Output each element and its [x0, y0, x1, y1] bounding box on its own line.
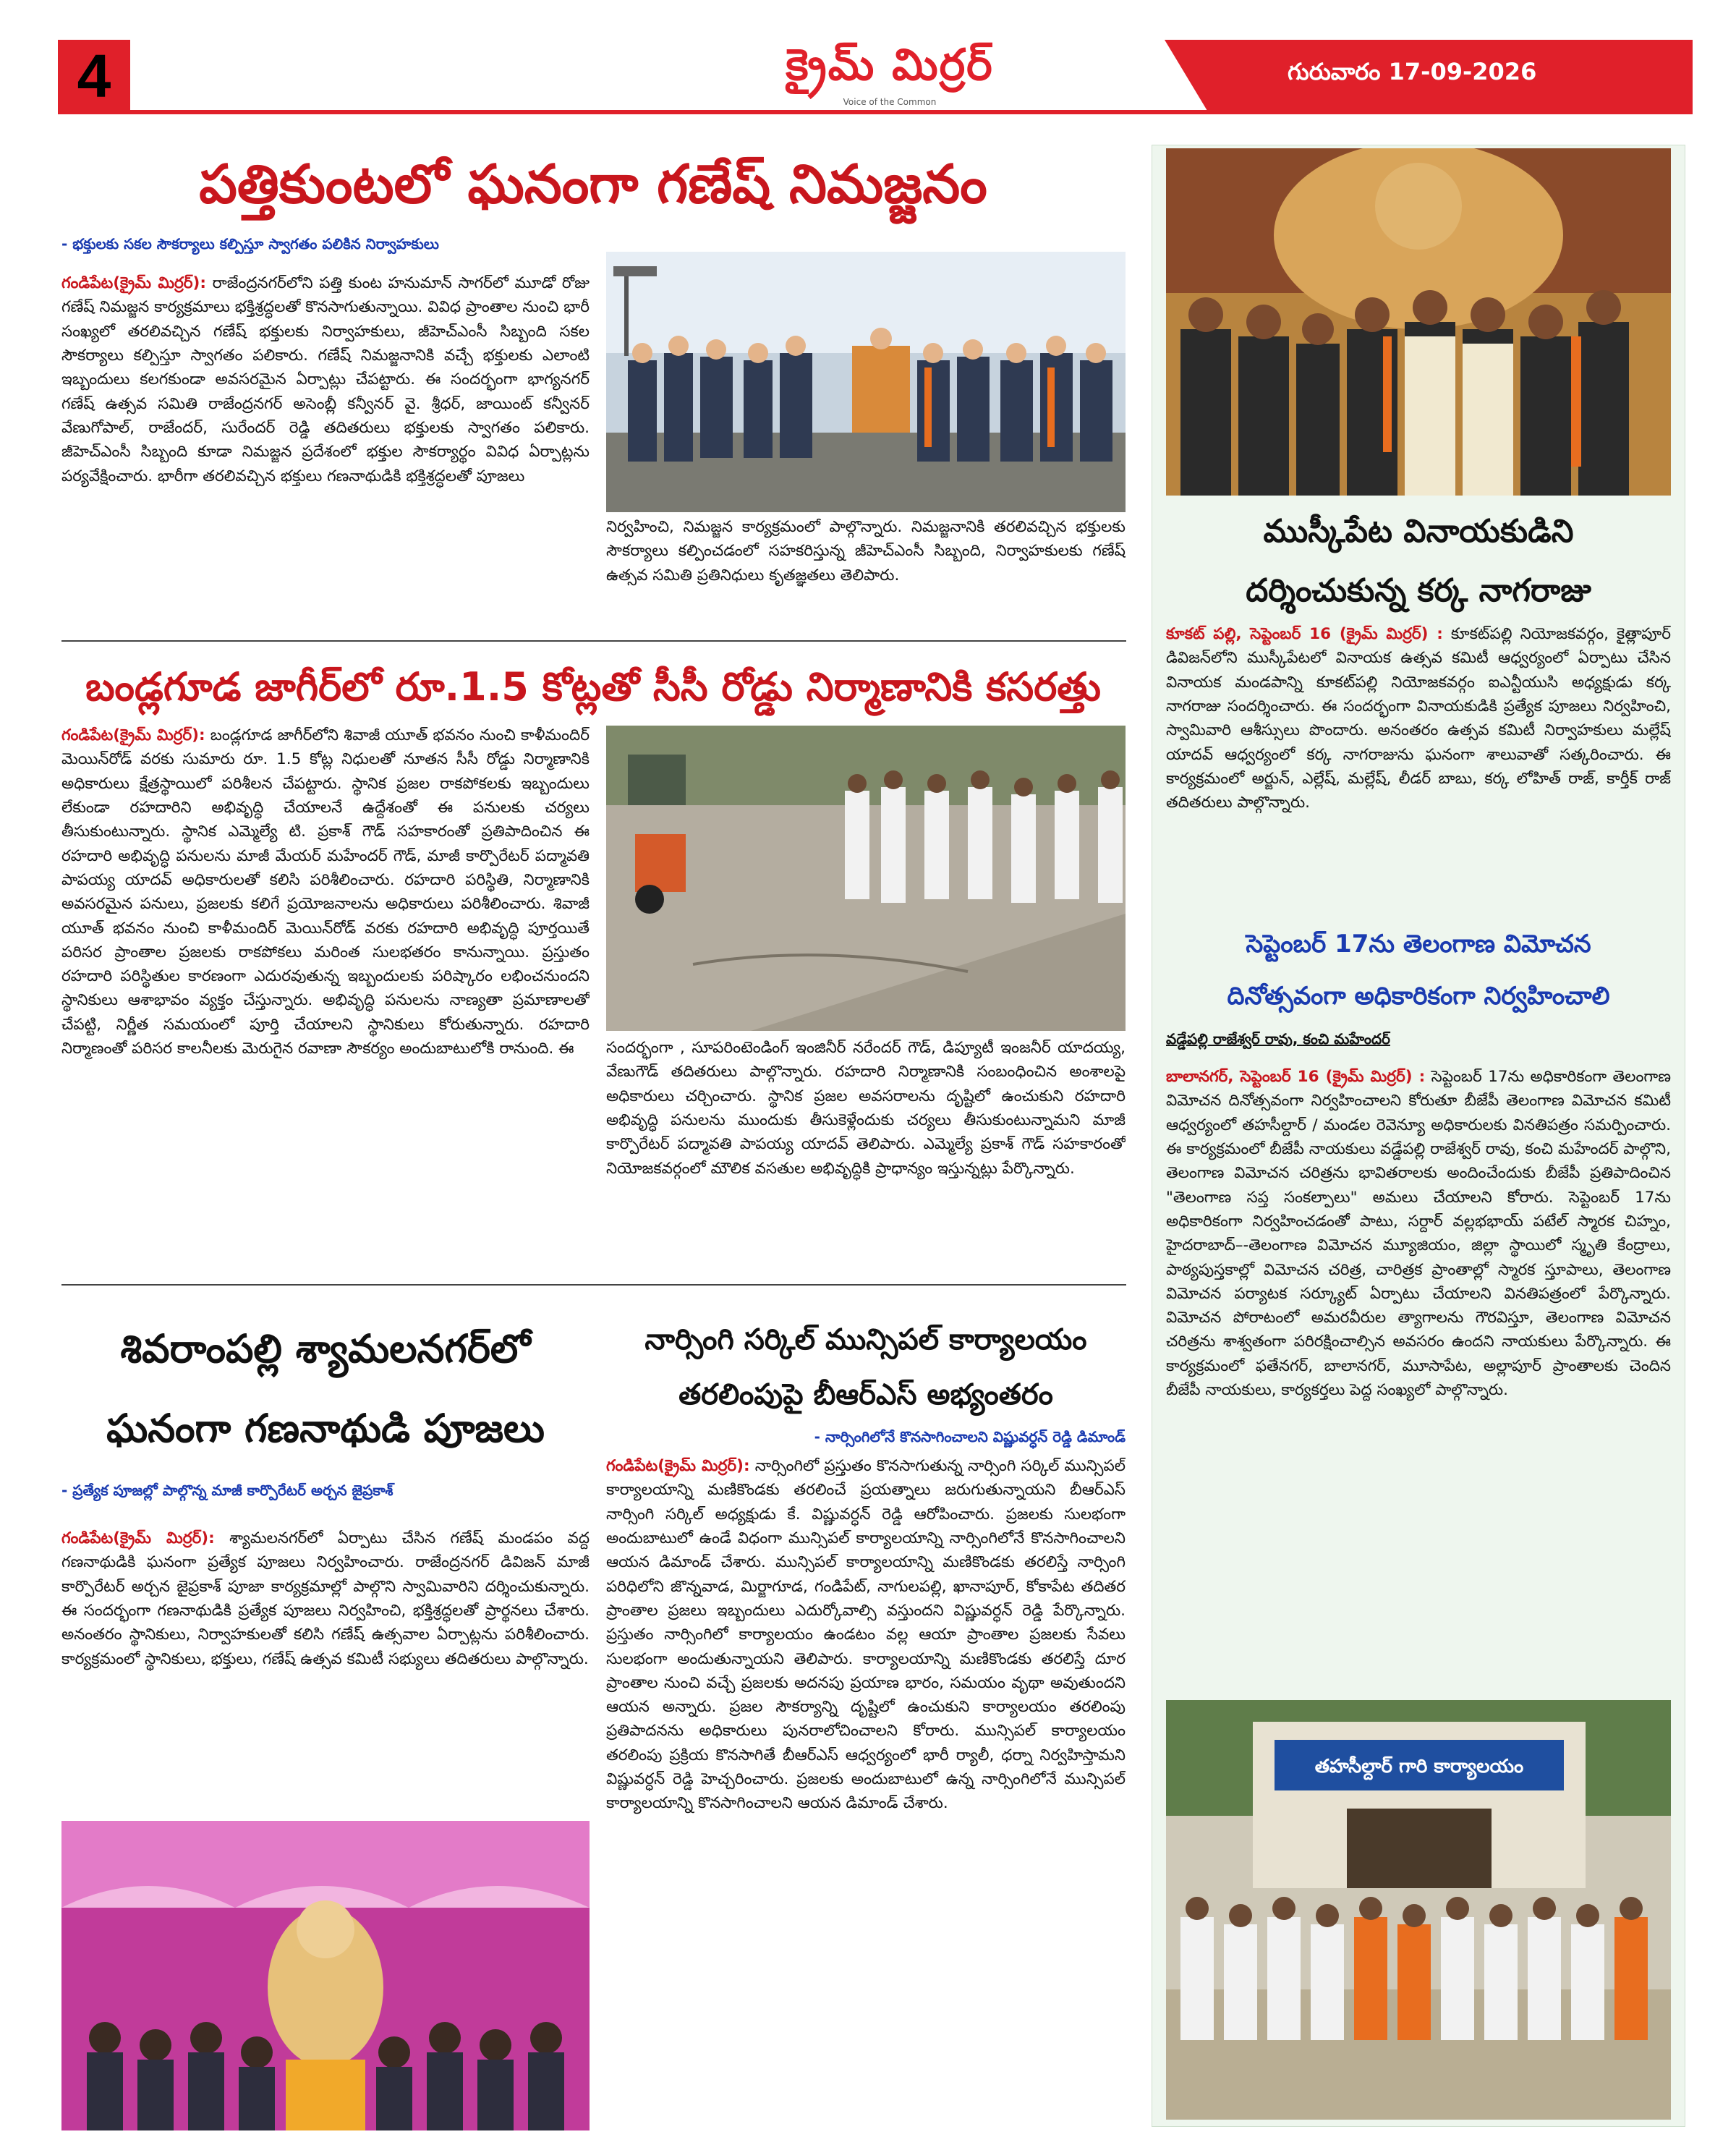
story4: [606, 1317, 1126, 1449]
story4-headline-2: తరలింపుపై బీఆర్ఎస్ అభ్యంతరం: [678, 1378, 1053, 1411]
story1-body-left: [61, 271, 590, 626]
story2-dateline: గండిపేట(క్రైమ్ మిర్రర్):: [61, 726, 205, 744]
section-divider: [61, 640, 1126, 642]
story5: [1166, 506, 1671, 616]
story4-body: [606, 1454, 1126, 2127]
story2-body-left: [61, 723, 590, 1270]
story6-body: [1166, 1065, 1671, 1687]
story2-text: బండ్లగూడ జాగీర్‌లోని శివాజీ యూత్ భవనం నుంచి కాళీమందిర్ మెయిన్‌రోడ్ వరకు సుమారు రూ. 1.5 కోట్ల నిధులతో నూతన సీసీ రోడ్డు నిర్మాణానికి అధికారులు క్షేత్రస్థాయిలో పరిశీలన చేపట్టారు. స్థానిక ప్రజల రాకపోకలకు ఇబ్బందులు లేకుండా రహదారిని అభివృద్ధి చేయాలనే ఉద్దేశంతో ఈ పనులకు చర్యలు తీసుకుంటున్నారు. స్థానిక ఎమ్మెల్యే టి. ప్రకాశ్ గౌడ్ సహకారంతో ప్రతిపాదించిన ఈ రహదారి అభివృద్ధి పనులను మాజీ మేయర్ మహేందర్ గౌడ్, మాజీ కార్పొరేటర్ పద్మావతి పాపయ్య యాదవ్ అధికారులతో కలిసి పరిశీలించారు. రహదారి పరిస్థితి, నిర్మాణానికి అవసరమైన పనులు, ప్రజలకు కలిగే ప్రయోజనాలను అధికారులు పరిశీలించారు. శివాజీ యూత్ భవనం నుంచి కాళీమందిర్ మెయిన్‌రోడ్ వరకు రహదారి అభివృద్ధి పూర్తయితే పరిసర ప్రాంతాల ప్రజలకు రాకపోకలు మరింత సులభతరం కానున్నాయి. ప్రస్తుతం రహదారి పరిస్థితుల కారణంగా ఎదురవుతున్న ఇబ్బందులకు పరిష్కారం లభించనుందని స్థానికులు ఆశాభావం వ్యక్తం చేస్తున్నారు. అభివృద్ధి పనులను నాణ్యతా ప్రమాణాలతో చేపట్టి, నిర్ణీత సమయంలో పూర్తి చేయాలని స్థానికులు కోరుతున్నారు. రహదారి నిర్మాణంతో పరిసర కాలనీలకు మెరుగైన రవాణా సౌకర్యం అందుబాటులోకి రానుంది. ఈ: [61, 726, 590, 1058]
story3-headline-1: శివరాంపల్లి శ్యామలనగర్‌లో: [120, 1326, 531, 1372]
newspaper-logo: క్రైమ్ మిర్రర్: [786, 40, 994, 90]
story3-dateline: గండిపేట(క్రైమ్ మిర్రర్):: [61, 1529, 215, 1547]
story1-text: రాజేంద్రనగర్‌లోని పత్తి కుంట హనుమాన్ సాగర్‌లో మూడో రోజు గణేష్ నిమజ్జన కార్యక్రమాలు భక్తిశ్రద్ధలతో కొనసాగుతున్నాయి. వివిధ ప్రాంతాల నుంచి భారీ సంఖ్యలో తరలివచ్చిన గణేష్ భక్తులకు నిర్వాహకులు, జీహెచ్ఎంసీ సిబ్బంది సకల సౌకర్యాలు కల్పిస్తూ స్వాగతం పలికారు. గణేష్ నిమజ్జనానికి వచ్చే భక్తులకు ఎలాంటి ఇబ్బందులు కలగకుండా అవసరమైన ఏర్పాట్లు చేపట్టారు. ఈ సందర్భంగా భాగ్యనగర్ గణేష్ ఉత్సవ సమితి రాజేంద్రనగర్ అసెంబ్లీ కన్వీనర్ వై. శ్రీధర్, జాయింట్ కన్వీనర్ వేణుగోపాల్, రాజేందర్, సురేందర్ రెడ్డి తదితరులు భక్తులకు స్వాగతం పలికారు. జీహెచ్ఎంసీ సిబ్బంది కూడా నిమజ్జన ప్రదేశంలో భక్తుల సౌకర్యార్థం వివిధ ఏర్పాట్లను పర్యవేక్షించారు. భారీగా తరలివచ్చిన భక్తులు గణనాథుడికి భక్తిశ్రద్ధలతో పూజలు: [61, 274, 590, 485]
story1-dateline: గండిపేట(క్రైమ్ మిర్రర్):: [61, 274, 206, 292]
story5-headline-2: దర్శించుకున్న కర్క నాగరాజు: [1246, 572, 1591, 609]
ganesh-pooja-photo: [61, 1821, 590, 2130]
ganesh-pandal-group-photo: [1166, 148, 1671, 496]
logo-tagline: Voice of the Common: [843, 97, 937, 107]
story6-subheadline: వడ్డేపల్లి రాజేశ్వర్ రావు, కంచి మహేందర్: [1166, 1030, 1390, 1048]
story3-subheadline: - ప్రత్యేక పూజల్లో పాల్గొన్న మాజీ కార్పొరేటర్ అర్చన జైప్రకాశ్: [61, 1482, 393, 1499]
story1-headline: పత్తికుంటలో ఘనంగా గణేష్ నిమజ్జనం: [199, 153, 987, 216]
masthead: [0, 0, 1736, 116]
masthead-rule: [58, 110, 1693, 114]
cc-road-inspection-photo: [606, 726, 1126, 1031]
story4-subheadline: - నార్సింగిలోనే కొనసాగించాలని విష్ణువర్ధన్ రెడ్డి డిమాండ్: [814, 1428, 1126, 1445]
issue-date: గురువారం 17-09-2026: [1288, 58, 1537, 85]
story5-body: [1166, 622, 1671, 912]
story5-dateline: కూకట్ పల్లి, సెప్టెంబర్ 16 (క్రైమ్ మిర్రర్) :: [1166, 625, 1443, 643]
story5-headline-1: ముస్కీపేట వినాయకుడిని: [1263, 513, 1574, 550]
story1-body-right: నిర్వహించి, నిమజ్జన కార్యక్రమంలో పాల్గొన్నారు. నిమజ్జనానికి తరలివచ్చిన భక్తులకు సౌకర్యాలు కల్పించడంలో సహకరిస్తున్న జీహెచ్ఎంసీ సిబ్బంది, నిర్వాహకులకు గణేష్ ఉత్సవ సమితి ప్రతినిధులు కృతజ్ఞతలు తెలిపారు.: [606, 518, 1126, 585]
story6-headline-2: దినోత్సవంగా అధికారికంగా నిర్వహించాలి: [1227, 982, 1610, 1011]
story3-body: [61, 1526, 590, 1816]
story4-headline-1: నార్సింగి సర్కిల్ మున్సిపల్ కార్యాలయం: [644, 1323, 1087, 1356]
page-number: 4: [58, 40, 130, 112]
ganesh-immersion-photo: [606, 252, 1126, 512]
story3-text: శ్యామలనగర్‌లో ఏర్పాటు చేసిన గణేష్ మండపం వద్ద గణనాథుడికి ఘనంగా ప్రత్యేక పూజలు నిర్వహించారు. రాజేంద్రనగర్ డివిజన్ మాజీ కార్పొరేటర్ అర్చన జైప్రకాశ్ పూజా కార్యక్రమాల్లో పాల్గొని స్వామివారిని దర్శించుకున్నారు. ఈ సందర్భంగా గణనాథుడికి ప్రత్యేక పూజలు నిర్వహించి, భక్తిశ్రద్ధలతో ప్రార్థనలు చేశారు. అనంతరం స్థానికులు, నిర్వాహకులతో కలిసి గణేష్ ఉత్సవాల ఏర్పాట్లను పరిశీలించారు. కార్యక్రమంలో స్థానికులు, భక్తులు, గణేష్ ఉత్సవ కమిటీ సభ్యులు తదితరులు పాల్గొన్నారు.: [61, 1529, 590, 1668]
story6-text: సెప్టెంబర్ 17ను అధికారికంగా తెలంగాణ విమోచన దినోత్సవంగా నిర్వహించాలని కోరుతూ బీజేపీ తెలంగాణ విమోచన కమిటీ ఆధ్వర్యంలో తహసీల్దార్ / మండల రెవెన్యూ అధికారులకు వినతిపత్రం సమర్పించారు. ఈ కార్యక్రమంలో బీజేపీ నాయకులు వడ్డేపల్లి రాజేశ్వర్ రావు, కంచి మహేందర్ పాల్గొని, తెలంగాణ విమోచన చరిత్రను భావితరాలకు అందించేందుకు బీజేపీ ప్రతిపాదించిన "తెలంగాణ సప్త సంకల్పాలు" అమలు చేయాలని కోరారు. సెప్టెంబర్ 17ను అధికారికంగా నిర్వహించడంతో పాటు, సర్దార్ వల్లభభాయ్ పటేల్ స్మారక చిహ్నం, హైదరాబాద్–-తెలంగాణ విమోచన మ్యూజియం, జిల్లా స్థాయిలో స్మృతి కేంద్రాలు, పాఠ్యపుస్తకాల్లో విమోచన చరిత్ర, చారిత్రక ప్రాంతాల్లో స్మారక స్తూపాలు, తెలంగాణ విమోచన పర్యాటక సర్క్యూట్ ఏర్పాటు చేయాలని వినతిపత్రంలో పేర్కొన్నారు. విమోచన పోరాటంలో అమరవీరుల త్యాగాలను గౌరవిస్తూ, తెలంగాణ విమోచన చరిత్రను శాశ్వతంగా పరిరక్షించాల్సిన అవసరం ఉందని నాయకులు పేర్కొన్నారు. ఈ కార్యక్రమంలో ఫతేనగర్, బాలానగర్, మూసాపేట, అల్లాపూర్ ప్రాంతాలకు చెందిన బీజేపీ నాయకులు, కార్యకర్తలు పెద్ద సంఖ్యలో పాల్గొన్నారు.: [1166, 1068, 1671, 1400]
story3: [61, 1317, 590, 1503]
section-divider: [61, 1284, 1126, 1286]
office-sign: తహసీల్దార్ గారి కార్యాలయం: [1314, 1756, 1524, 1777]
story4-text: నార్సింగిలో ప్రస్తుతం కొనసాగుతున్న నార్సింగి సర్కిల్ మున్సిపల్ కార్యాలయాన్ని మణికొండకు తరలించే ప్రయత్నాలు జరుగుతున్నాయని బీఆర్ఎస్ నార్సింగి సర్కిల్ అధ్యక్షుడు కే. విష్ణువర్ధన్ రెడ్డి ఆరోపించారు. ప్రజలకు సులభంగా అందుబాటులో ఉండే విధంగా మున్సిపల్ కార్యాలయాన్ని నార్సింగిలోనే కొనసాగించాలని ఆయన డిమాండ్ చేశారు. మున్సిపల్ కార్యాలయాన్ని మణికొండకు తరలిస్తే నార్సింగి పరిధిలోని జొన్నవాడ, మిర్జాగూడ, గండిపేట్, నాగులపల్లి, ఖానాపూర్, కోకాపేట తదితర ప్రాంతాల ప్రజలు ఇబ్బందులు ఎదుర్కోవాల్సి వస్తుందని విష్ణువర్ధన్ రెడ్డి పేర్కొన్నారు. ప్రస్తుతం నార్సింగిలో కార్యాలయం ఉండటం వల్ల ఆయా ప్రాంతాల ప్రజలకు సేవలు సులభంగా అందుతున్నాయని తెలిపారు. కార్యాలయాన్ని మణికొండకు తరలిస్తే దూర ప్రాంతాల నుంచి వచ్చే ప్రజలకు అదనపు ప్రయాణ భారం, సమయం వృథా అవుతుందని ఆయన అన్నారు. ప్రజల సౌకర్యాన్ని దృష్టిలో ఉంచుకుని కార్యాలయం తరలింపు ప్రతిపాదనను అధికారులు పునరాలోచించాలని కోరారు. మున్సిపల్ కార్యాలయం తరలింపు ప్రక్రియ కొనసాగితే బీఆర్ఎస్ ఆధ్వర్యంలో భారీ ర్యాలీ, ధర్నా నిర్వహిస్తామని విష్ణువర్ధన్ రెడ్డి హెచ్చరించారు. ప్రజలకు అందుబాటులో ఉన్న నార్సింగిలోనే మున్సిపల్ కార్యాలయాన్ని కొనసాగించాలని ఆయన డిమాండ్ చేశారు.: [606, 1457, 1126, 1813]
story3-headline-2: ఘనంగా గణనాథుడి పూజలు: [106, 1406, 545, 1451]
story4-dateline: గండిపేట(క్రైమ్ మిర్రర్):: [606, 1457, 750, 1475]
story6-dateline: బాలానగర్, సెప్టెంబర్ 16 (క్రైమ్ మిర్రర్) :: [1166, 1068, 1426, 1086]
story1-subheadline: - భక్తులకు సకల సౌకర్యాలు కల్పిస్తూ స్వాగతం పలికిన నిర్వాహకులు: [61, 235, 439, 252]
story6-headline-1: సెప్టెంబర్ 17ను తెలంగాణ విమోచన: [1246, 930, 1591, 959]
story2-body-right: సందర్భంగా , సూపరింటెండింగ్ ఇంజినీర్ నరేందర్ గౌడ్, డిప్యూటీ ఇంజనీర్ యాదయ్య, వేణుగౌడ్ తదితరులు పాల్గొన్నారు. రహదారి నిర్మాణానికి సంబంధించిన అంశాలపై అధికారులు చర్చించారు. స్థానిక ప్రజల అవసరాలను దృష్టిలో ఉంచుకుని రహదారి అభివృద్ధి పనులను ముందుకు తీసుకెళ్లేందుకు చర్యలు తీసుకుంటున్నామని మాజీ కార్పొరేటర్ పద్మావతి పాపయ్య యాదవ్ తెలిపారు. ఎమ్మెల్యే ప్రకాశ్ గౌడ్ సహకారంతో నియోజకవర్గంలో మౌలిక వసతుల అభివృద్ధికి ప్రాధాన్యం ఇస్తున్నట్లు పేర్కొన్నారు.: [606, 1039, 1126, 1178]
story2-headline: బండ్లగూడ జాగీర్‌లో రూ.1.5 కోట్లతో సీసీ రోడ్డు నిర్మాణానికి కసరత్తు: [85, 664, 1101, 710]
story1: [61, 148, 1125, 256]
story5-text: కూకట్‌పల్లి నియోజకవర్గం, కైత్లాపూర్ డివిజన్‌లోని ముస్కీపేటలో వినాయక ఉత్సవ కమిటీ ఆధ్వర్యంలో ఏర్పాటు చేసిన వినాయక మండపాన్ని కూకట్‌పల్లి నియోజకవర్గం ఐఎన్టీయుసి అధ్యక్షుడు కర్క నాగరాజు సందర్శించారు. ఈ సందర్భంగా వినాయకుడికి ప్రత్యేక పూజలు నిర్వహించి, స్వామివారి ఆశీస్సులు పొందారు. అనంతరం ఉత్సవ కమిటీ నిర్వాహకులు మల్లేష్ యాదవ్ ఆధ్వర్యంలో కర్క నాగరాజును ఘనంగా శాలువాతో సత్కరించారు. ఈ కార్యక్రమంలో అర్జున్, ఎల్లేష్, మల్లేష్, లీడర్ బాబు, కర్క లోహిత్ రాజ్, కార్తీక్ రాజ్ తదితరులు పాల్గొన్నారు.: [1166, 625, 1671, 812]
tahsildar-office-photo: [1166, 1700, 1671, 2120]
story6: [1166, 925, 1671, 1051]
